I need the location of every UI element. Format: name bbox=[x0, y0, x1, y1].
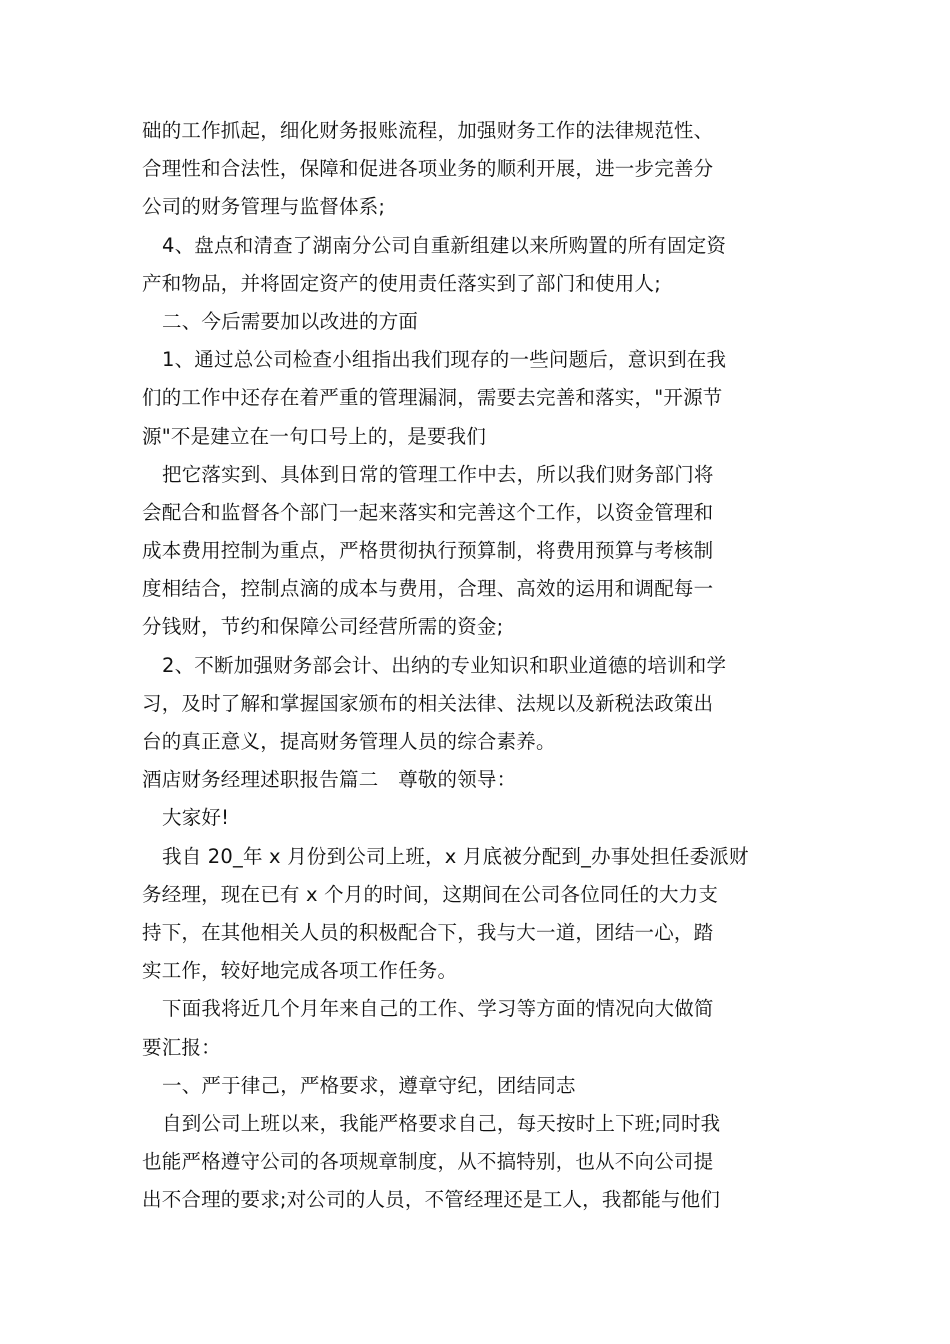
document-line: 出不合理的要求;对公司的人员，不管经理还是工人，我都能与他们 bbox=[142, 1188, 721, 1212]
document-line: 下面我将近几个月年来自己的工作、学习等方面的情况向大做简 bbox=[162, 997, 714, 1021]
document-line: 大家好! bbox=[162, 806, 230, 830]
document-line: 度相结合，控制点滴的成本与费用，合理、高效的运用和调配每一 bbox=[142, 577, 714, 601]
document-line: 酒店财务经理述职报告篇二 尊敬的领导： bbox=[142, 768, 517, 792]
document-line: 务经理，现在已有 x 个月的时间，这期间在公司各位同任的大力支 bbox=[142, 882, 719, 906]
document-line: 持下，在其他相关人员的积极配合下，我与大一道，团结一心，踏 bbox=[142, 920, 714, 944]
document-line: 们的工作中还存在着严重的管理漏洞，需要去完善和落实，"开源节 bbox=[142, 386, 723, 410]
document-line: 合理性和合法性，保障和促进各项业务的顺利开展，进一步完善分 bbox=[142, 157, 714, 181]
document-line: 产和物品，并将固定资产的使用责任落实到了部门和使用人; bbox=[142, 271, 661, 295]
document-line: 会配合和监督各个部门一起来落实和完善这个工作，以资金管理和 bbox=[142, 500, 714, 524]
document-line: 一、严于律己，严格要求，遵章守纪，团结同志 bbox=[162, 1073, 576, 1097]
document-line: 台的真正意义，提高财务管理人员的综合素养。 bbox=[142, 730, 556, 753]
document-line: 把它落实到、具体到日常的管理工作中去，所以我们财务部门将 bbox=[162, 462, 714, 486]
document-line: 2、不断加强财务部会计、出纳的专业知识和职业道德的培训和学 bbox=[162, 653, 727, 677]
document-line: 实工作，较好地完成各项工作任务。 bbox=[142, 959, 458, 983]
document-line: 4、盘点和清查了湖南分公司自重新组建以来所购置的所有固定资 bbox=[162, 233, 727, 257]
document-line: 要汇报： bbox=[142, 1035, 221, 1059]
document-line: 公司的财务管理与监督体系; bbox=[142, 195, 386, 219]
document-line: 成本费用控制为重点，严格贯彻执行预算制，将费用预算与考核制 bbox=[142, 539, 714, 563]
document-body bbox=[142, 112, 812, 1219]
document-line: 1、通过总公司检查小组指出我们现存的一些问题后，意识到在我 bbox=[162, 348, 727, 372]
document-line: 也能严格遵守公司的各项规章制度，从不搞特别，也从不向公司提 bbox=[142, 1150, 714, 1174]
document-line: 二、今后需要加以改进的方面 bbox=[162, 309, 419, 333]
document-line: 分钱财，节约和保障公司经营所需的资金; bbox=[142, 615, 504, 639]
document-line: 源"不是建立在一句口号上的，是要我们 bbox=[142, 424, 487, 448]
document-line: 自到公司上班以来，我能严格要求自己，每天按时上下班;同时我 bbox=[162, 1111, 721, 1135]
document-line: 我自 20_年 x 月份到公司上班，x 月底被分配到_办事处担任委派财 bbox=[162, 844, 749, 868]
document-line: 习，及时了解和掌握国家颁布的相关法律、法规以及新税法政策出 bbox=[142, 691, 714, 715]
document-line: 础的工作抓起，细化财务报账流程，加强财务工作的法律规范性、 bbox=[142, 119, 714, 142]
